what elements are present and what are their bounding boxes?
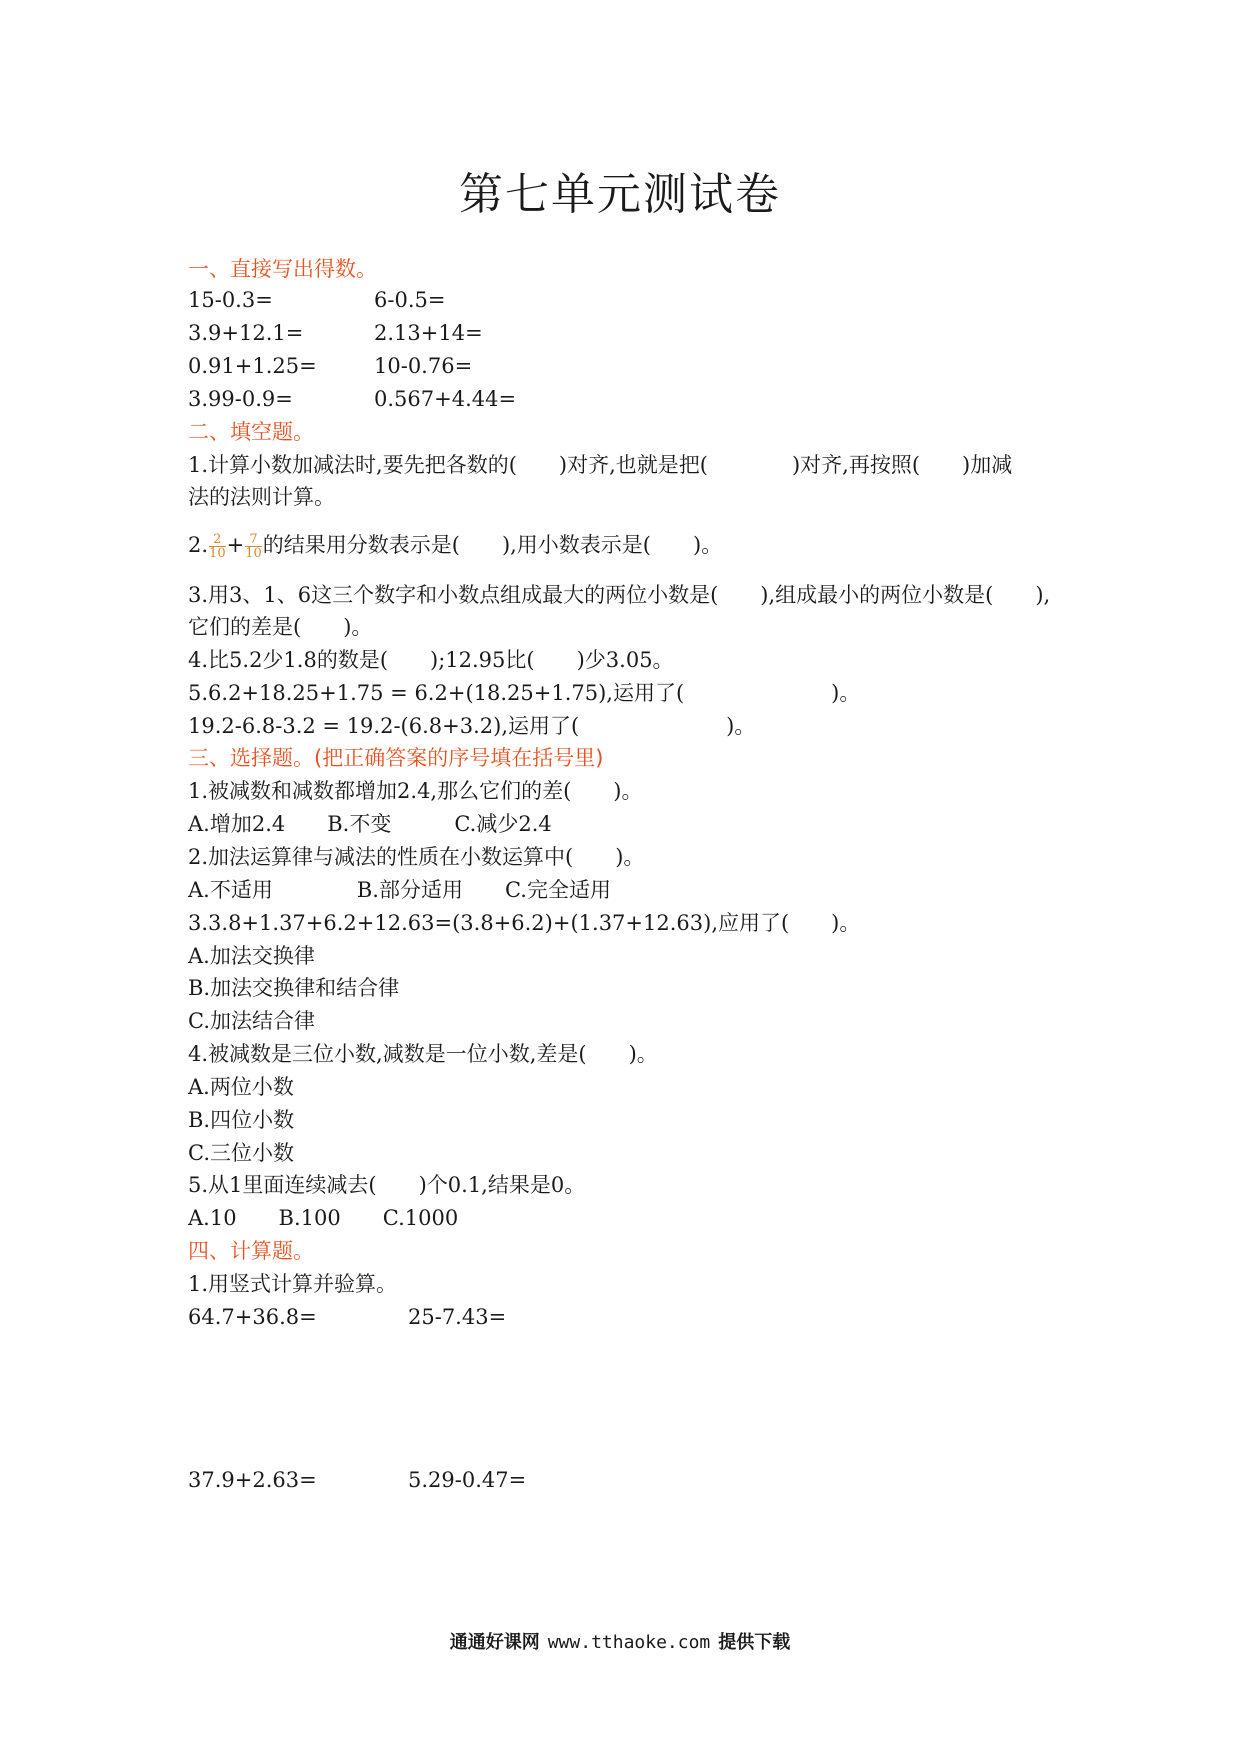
calc-item: 5.29-0.47= bbox=[408, 1468, 527, 1492]
fill-q2 bbox=[188, 530, 722, 560]
fraction-numerator: 7 bbox=[245, 533, 262, 547]
footer-url: www.tthaoke.com bbox=[547, 1632, 711, 1653]
calc-item: 2.13+14= bbox=[374, 321, 483, 345]
calc-item: 10-0.76= bbox=[374, 354, 473, 378]
choice-line: 2.加法运算律与减法的性质在小数运算中( )。 bbox=[188, 845, 645, 869]
calc-item: 3.99-0.9= bbox=[188, 387, 293, 411]
calc-row bbox=[188, 384, 517, 414]
calc-row bbox=[188, 285, 446, 315]
fraction-denominator: 10 bbox=[209, 546, 226, 561]
fill-q3-line1: 3.用3、1、6这三个数字和小数点组成最大的两位小数是( ),组成最小的两位小数是( ), bbox=[188, 583, 1051, 607]
calc-item: 37.9+2.63= bbox=[188, 1468, 317, 1492]
section-3-heading: 三、选择题。(把正确答案的序号填在括号里) bbox=[188, 746, 604, 770]
choice-line: 5.从1里面连续减去( )个0.1,结果是0。 bbox=[188, 1173, 586, 1197]
choice-line: C.三位小数 bbox=[188, 1141, 294, 1165]
choice-line: A.10 B.100 C.1000 bbox=[188, 1206, 459, 1230]
calc-item: 6-0.5= bbox=[374, 288, 446, 312]
calc-item: 25-7.43= bbox=[408, 1305, 507, 1329]
choice-line: 3.3.8+1.37+6.2+12.63=(3.8+6.2)+(1.37+12.63),应用了( )。 bbox=[188, 911, 861, 935]
choice-line: C.加法结合律 bbox=[188, 1009, 315, 1033]
fill-q2-prefix: 2. bbox=[188, 533, 209, 557]
choice-line: 4.被减数是三位小数,减数是一位小数,差是( )。 bbox=[188, 1042, 658, 1066]
calc-row bbox=[188, 318, 483, 348]
fraction-numerator: 2 bbox=[209, 533, 226, 547]
section-1-heading: 一、直接写出得数。 bbox=[188, 257, 377, 281]
fraction-denominator: 10 bbox=[245, 546, 262, 561]
choice-line: 1.被减数和减数都增加2.4,那么它们的差( )。 bbox=[188, 779, 643, 803]
choice-line: A.加法交换律 bbox=[188, 944, 315, 968]
fraction bbox=[209, 533, 226, 560]
calc-item: 0.91+1.25= bbox=[188, 354, 317, 378]
page-title: 第七单元测试卷 bbox=[459, 169, 781, 220]
fill-q4: 4.比5.2少1.8的数是( );12.95比( )少3.05。 bbox=[188, 648, 674, 672]
calc-item: 3.9+12.1= bbox=[188, 321, 304, 345]
choice-line: A.增加2.4 B.不变 C.减少2.4 bbox=[188, 812, 552, 836]
footer bbox=[0, 1628, 1240, 1654]
choice-line: B.四位小数 bbox=[188, 1108, 295, 1132]
choice-line: A.两位小数 bbox=[188, 1075, 294, 1099]
choice-line: A.不适用 B.部分适用 C.完全适用 bbox=[188, 878, 611, 902]
choice-line: B.加法交换律和结合律 bbox=[188, 976, 400, 1000]
fill-q1-line1: 1.计算小数加减法时,要先把各数的( )对齐,也就是把( )对齐,再按照( )加减 bbox=[188, 453, 1013, 477]
calc-item: 64.7+36.8= bbox=[188, 1305, 317, 1329]
vertical-calc-row bbox=[188, 1302, 507, 1332]
section-4-heading: 四、计算题。 bbox=[188, 1239, 314, 1263]
fill-q5-line2: 19.2-6.8-3.2 = 19.2-(6.8+3.2),运用了( )。 bbox=[188, 714, 756, 738]
calc-row bbox=[188, 351, 473, 381]
fill-q1-line2: 法的法则计算。 bbox=[188, 485, 335, 509]
fill-q2-text: 的结果用分数表示是( ),用小数表示是( )。 bbox=[262, 533, 723, 557]
fraction bbox=[245, 533, 262, 560]
footer-site-name: 通通好课网 bbox=[449, 1632, 540, 1653]
section-2-heading: 二、填空题。 bbox=[188, 420, 314, 444]
vertical-calc-row bbox=[188, 1465, 527, 1495]
calc-item: 15-0.3= bbox=[188, 288, 273, 312]
plus-sign: + bbox=[226, 533, 245, 557]
footer-download-text: 提供下载 bbox=[718, 1632, 791, 1653]
calc-instruction: 1.用竖式计算并验算。 bbox=[188, 1272, 398, 1296]
fill-q3-line2: 它们的差是( )。 bbox=[188, 615, 373, 639]
fill-q5-line1: 5.6.2+18.25+1.75 = 6.2+(18.25+1.75),运用了( )。 bbox=[188, 681, 861, 705]
calc-item: 0.567+4.44= bbox=[374, 387, 517, 411]
